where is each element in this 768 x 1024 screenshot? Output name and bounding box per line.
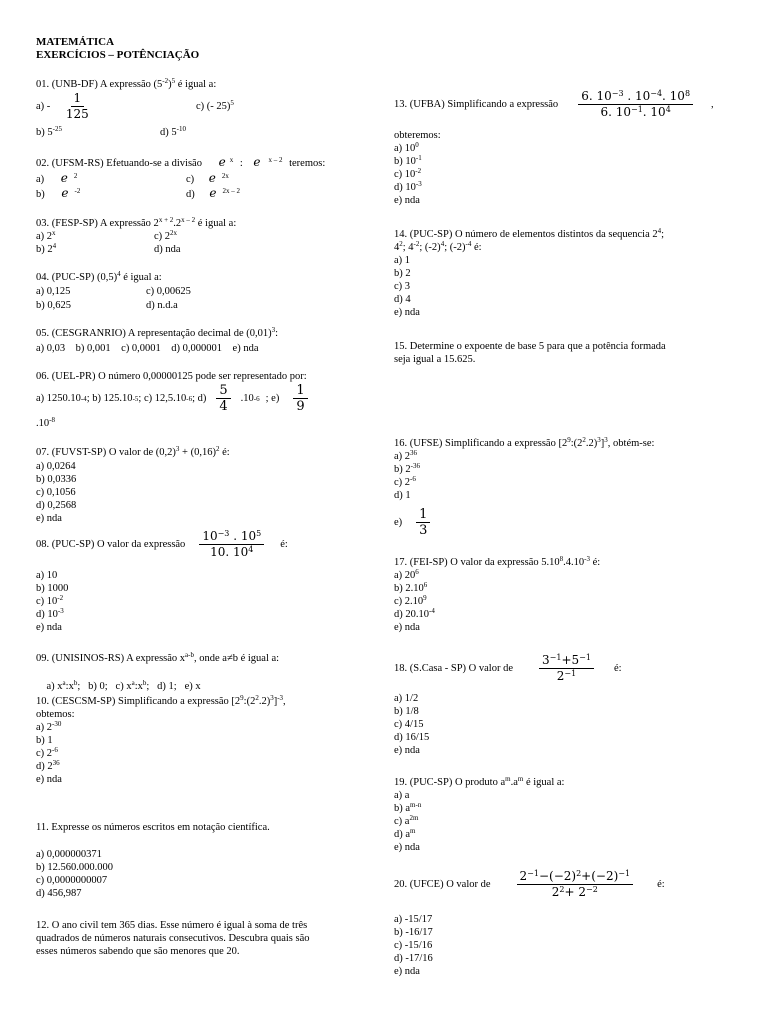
option: a) $2^{-30}$ (36, 720, 62, 733)
question-03-option-a: a) 2$^x$ (36, 229, 56, 242)
fraction-expression-13: $\frac{6. 10^{-3} . 10^{-4}. 10^8}{6. 10^{-1}. 10^4}$ (578, 90, 693, 119)
option: c) -15/16 (394, 940, 433, 951)
option: e) nda (394, 842, 420, 853)
option: d) $a^m$ (394, 827, 416, 840)
question-03-stem: 03. (FESP-SP) A expressão $2^{x + 2}.2^{x - 2}$ é igual a: (36, 216, 237, 229)
option: b) 1/8 (394, 706, 419, 717)
option: c) 0,0000000007 (36, 875, 108, 886)
question-01-option-b: b) $5^{-25}$ (36, 125, 62, 138)
option: a) 1 (394, 255, 411, 266)
question-10-stem-line2: obtemos: (36, 709, 75, 720)
question-02-option-b: b) e $^{-2}$ (36, 186, 81, 200)
page-title: MATEMÁTICA (36, 36, 115, 48)
option: b) $2^{-36}$ (394, 462, 420, 475)
option: d) $10^{-3}$ (394, 180, 422, 193)
option: a) 0,000000371 (36, 849, 102, 860)
question-01-stem: 01. (UNB-DF) A expressão $(5^{-2})^5$ é igual a: (36, 77, 217, 90)
question-07-stem: 07. (FUVST-SP) O valor de $(0,2)^3 + (0,16)^2$ é: (36, 445, 230, 458)
option: c) $2^{-6}$ (36, 746, 58, 759)
question-03 (36, 217, 236, 230)
option: a) $2^{36}$ (394, 449, 418, 462)
question-18-options (394, 692, 429, 757)
question-12-line: 12. O ano civil tem 365 dias. Esse número é igual à soma de três (36, 920, 308, 931)
option: c) $a^{2m}$ (394, 814, 419, 827)
option: e) nda (394, 307, 420, 318)
option: a) -15/17 (394, 914, 433, 925)
question-11-options (36, 848, 113, 900)
question-05-options: a) 0,03 b) 0,001 c) 0,0001 d) 0,000001 e) nda (36, 343, 259, 354)
option: e) nda (394, 745, 420, 756)
question-07-options (36, 460, 76, 525)
question-14-stem-line2: $4^2$; $4^{-2}$; $(-2)^4$; $(-2)^{-4}$ é: (394, 240, 482, 253)
question-16-option-e: e) $\frac{1}{3}$ (394, 508, 430, 537)
option: d) 16/15 (394, 732, 430, 743)
option: d) 456,987 (36, 888, 82, 899)
option: a) 1/2 (394, 693, 419, 704)
question-04-option-d: d) n.d.a (146, 300, 178, 311)
fraction-expression-18: $\frac{3^{-1}+5^{-1}}{2^{-1}}$ (539, 654, 594, 683)
option: a) 10 (36, 570, 58, 581)
fraction-expression-20: $\frac{2^{-1}-(-2)^2+(-2)^{-1}}{2^2+ 2^{-2}}$ (517, 870, 634, 899)
option: d) 4 (394, 294, 411, 305)
option: b) 1 (36, 735, 53, 746)
option: d) 0,2568 (36, 500, 77, 511)
question-02-stem: 02. (UFSM-RS) Efetuando-se a divisão e $^x$ : e $^{x - 2}$ teremos: (36, 155, 326, 169)
question-03-option-c: c) $2^{2x}$ (154, 229, 178, 242)
option: b) $a^{m-n}$ (394, 801, 422, 814)
question-05-stem: 05. (CESGRANRIO) A representação decimal de $(0,01)^3$: (36, 326, 279, 339)
option: d) -17/16 (394, 953, 433, 964)
question-02-option-d: d) e $^{2x - 2}$ (186, 186, 240, 200)
option: e) nda (394, 622, 420, 633)
question-16-stem: 16. (UFSE) Simplificando a expressão $[2^9:(2^2.2)^3]^3$, obtém-se: (394, 436, 655, 449)
question-19 (394, 776, 564, 854)
option: d) $20.10^{-4}$ (394, 607, 435, 620)
question-03-option-b: b) $2^4$ (36, 242, 57, 255)
option: b) 1000 (36, 583, 69, 594)
question-04-stem: 04. (PUC-SP) $(0,5)^4$ é igual a: (36, 270, 162, 283)
option: c) 0,1056 (36, 487, 76, 498)
option: a) $10^0$ (394, 141, 419, 154)
question-01-option-a: a) - $\frac{1}{125}$ (36, 92, 92, 121)
question-02-option-a: a) e $^2$ (36, 171, 78, 185)
question-12-line: quadrados de números naturais consecutivos. Descubra quais são (36, 933, 310, 944)
option: b) 2 (394, 268, 411, 279)
question-12 (36, 919, 310, 958)
question-01-option-d: d) $5^{-10}$ (160, 125, 186, 138)
question-20-options (394, 913, 433, 978)
fraction-5-4: $\frac{5}{4}$ (216, 384, 230, 413)
question-09-stem: 09. (UNISINOS-RS) A expressão $x^{a-b}$, onde a≠b é igual a: (36, 651, 280, 664)
option: c) $10^{-2}$ (36, 594, 64, 607)
question-01-option-c: c) (- 25)$^5$ (196, 99, 234, 112)
option: a) 0,0264 (36, 461, 76, 472)
question-01 (36, 78, 216, 91)
question-14 (394, 228, 664, 319)
option: e) nda (36, 513, 62, 524)
option: d) 1 (394, 490, 411, 501)
question-09-options: a) $x^a:x^b$; b) 0; c) $x^a:x^b$; d) 1; e) x (46, 679, 201, 692)
option: d) $2^{36}$ (36, 759, 60, 772)
option: c) 4/15 (394, 719, 424, 730)
fraction-expression-08: $\frac{10^{-3} . 10^5}{10. 10^4}$ (199, 530, 264, 559)
option: c) $10^{-2}$ (394, 167, 422, 180)
question-17 (394, 556, 600, 634)
question-20-stem: 20. (UFCE) O valor de $\frac{2^{-1}-(-2)^2+(-2)^{-1}}{2^2+ 2^{-2}}$ é: (394, 869, 665, 899)
option: c) 3 (394, 281, 411, 292)
question-02-option-c: c) e $^{2x}$ (186, 171, 229, 185)
question-19-stem: 19. (PUC-SP) O produto $a^m.a^m$ é igual a: (394, 775, 565, 788)
fraction-1-9: $\frac{1}{9}$ (293, 384, 307, 413)
question-15-line: seja igual a 15.625. (394, 354, 476, 365)
option: b) 0,0336 (36, 474, 77, 485)
option: e) nda (394, 195, 420, 206)
question-15-line: 15. Determine o expoente de base 5 para que a potência formada (394, 341, 666, 352)
question-03-option-d: d) nda (154, 244, 181, 255)
question-13-stem-line2: obteremos: (394, 130, 441, 141)
question-16 (394, 437, 654, 502)
question-10-stem: 10. (CESCSM-SP) Simplificando a expressão $[2^9:(2^2.2)^3]^{-3}$, (36, 694, 286, 707)
option: e) nda (36, 774, 62, 785)
option: c) $2^{-6}$ (394, 475, 416, 488)
question-08-options (36, 569, 68, 634)
question-18-stem: 18. (S.Casa - SP) O valor de $\frac{3^{-1}+5^{-1}}{2^{-1}}$ é: (394, 653, 622, 683)
question-10 (36, 695, 286, 786)
question-08-stem: 08. (PUC-SP) O valor da expressão $\frac{10^{-3} . 10^5}{10. 10^4}$ é: (36, 529, 288, 559)
option: d) $10^{-3}$ (36, 607, 64, 620)
question-13-body (394, 129, 441, 207)
option: a) a (394, 790, 410, 801)
header (36, 36, 199, 62)
option: b) $10^{-1}$ (394, 154, 422, 167)
option: b) 12.560.000.000 (36, 862, 113, 873)
question-04-option-b: b) 0,625 (36, 300, 71, 311)
question-15 (394, 340, 666, 366)
question-06-stem: 06. (UEL-PR) O número 0,00000125 pode ser representado por: (36, 371, 307, 382)
fraction-1-3: $\frac{1}{3}$ (416, 508, 430, 537)
question-17-stem: 17. (FEI-SP) O valor da expressão $5.10^8.4.10^{-3}$ é: (394, 555, 601, 568)
option: b) -16/17 (394, 927, 433, 938)
question-14-stem: 14. (PUC-SP) O número de elementos distintos da sequencia $2^4$; (394, 227, 665, 240)
question-13-stem: 13. (UFBA) Simplificando a expressão $\frac{6. 10^{-3} . 10^{-4}. 10^8}{6. 10^{-1}. 10^4}$ , (394, 89, 714, 119)
option: a) $20^6$ (394, 568, 419, 581)
option: c) 2.10$^9$ (394, 594, 427, 607)
option: e) nda (36, 622, 62, 633)
page-subtitle: EXERCÍCIOS – POTÊNCIAÇÃO (36, 49, 200, 61)
question-12-line: esses números sabendo que são menores que 20. (36, 946, 240, 957)
question-11-stem: 11. Expresse os números escritos em notação científica. (36, 822, 270, 833)
option: e) nda (394, 966, 420, 977)
fraction-1-125: $\frac{1}{125}$ (65, 91, 89, 121)
question-04-option-c: c) 0,00625 (146, 286, 191, 297)
question-06-options: a) 1250.10 -4 ; b) 125.10 -5 ; c) 12,5.10 -6 ; d) $\frac{5}{4}$ .10 -6 ; e) $\frac{1}{9}$ (36, 384, 308, 413)
option: b) 2.10$^6$ (394, 581, 428, 594)
question-06-option-e-tail: $.10^{-8}$ (36, 416, 55, 429)
question-04-option-a: a) 0,125 (36, 286, 71, 297)
